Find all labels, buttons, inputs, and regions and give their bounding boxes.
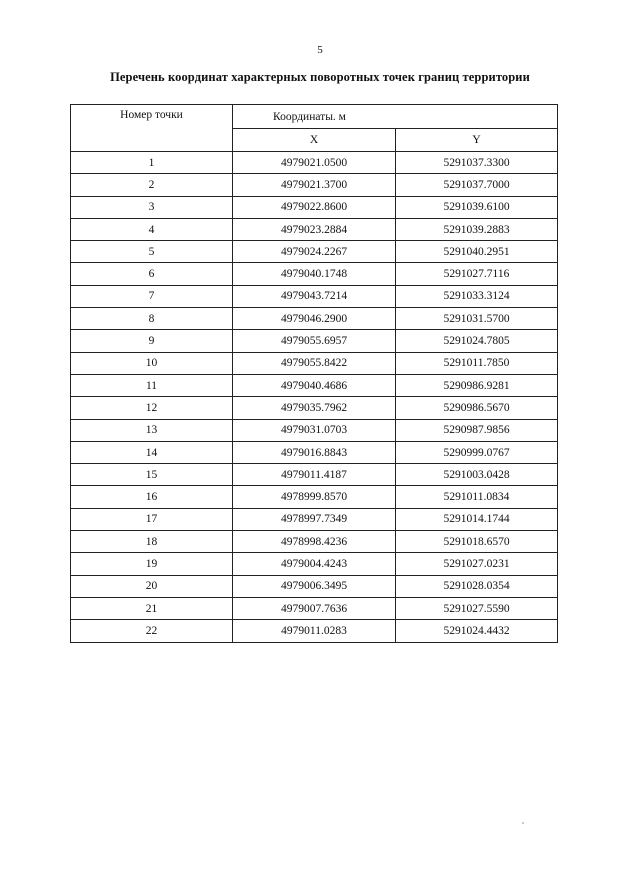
x-coordinate-cell: 4979022.8600 bbox=[233, 196, 396, 218]
point-number-cell: 9 bbox=[71, 330, 233, 352]
point-number-cell: 20 bbox=[71, 575, 233, 597]
x-coordinate-cell: 4979004.4243 bbox=[233, 553, 396, 575]
y-coordinate-cell: 5291014.1744 bbox=[396, 508, 558, 530]
point-number-cell: 11 bbox=[71, 374, 233, 396]
table-row bbox=[71, 441, 558, 463]
y-coordinate-cell: 5291027.7116 bbox=[396, 263, 558, 285]
point-number-cell: 12 bbox=[71, 397, 233, 419]
point-number-cell: 19 bbox=[71, 553, 233, 575]
point-number-cell: 2 bbox=[71, 174, 233, 196]
y-coordinate-cell: 5291040.2951 bbox=[396, 241, 558, 263]
coordinates-table bbox=[70, 104, 558, 643]
point-number-cell: 13 bbox=[71, 419, 233, 441]
x-coordinate-cell: 4979024.2267 bbox=[233, 241, 396, 263]
point-number-cell: 3 bbox=[71, 196, 233, 218]
x-coordinate-cell: 4979006.3495 bbox=[233, 575, 396, 597]
x-coordinate-cell: 4979040.4686 bbox=[233, 374, 396, 396]
y-coordinate-cell: 5290986.9281 bbox=[396, 374, 558, 396]
table-row bbox=[71, 508, 558, 530]
header-coordinates: Координаты. м bbox=[233, 105, 558, 129]
point-number-cell: 17 bbox=[71, 508, 233, 530]
x-coordinate-cell: 4979021.0500 bbox=[233, 152, 396, 174]
table-row bbox=[71, 196, 558, 218]
x-coordinate-cell: 4979040.1748 bbox=[233, 263, 396, 285]
table-row bbox=[71, 174, 558, 196]
point-number-cell: 1 bbox=[71, 152, 233, 174]
table-row bbox=[71, 374, 558, 396]
table-body bbox=[71, 152, 558, 643]
table-row bbox=[71, 308, 558, 330]
x-coordinate-cell: 4979011.4187 bbox=[233, 464, 396, 486]
page-number: 5 bbox=[317, 44, 323, 56]
y-coordinate-cell: 5291037.7000 bbox=[396, 174, 558, 196]
point-number-cell: 15 bbox=[71, 464, 233, 486]
x-coordinate-cell: 4979055.8422 bbox=[233, 352, 396, 374]
page-title: Перечень координат характерных поворотных точек границ территории bbox=[110, 70, 530, 84]
x-coordinate-cell: 4979046.2900 bbox=[233, 308, 396, 330]
y-coordinate-cell: 5291024.4432 bbox=[396, 620, 558, 642]
y-coordinate-cell: 5290986.5670 bbox=[396, 397, 558, 419]
point-number-cell: 4 bbox=[71, 218, 233, 240]
table-row bbox=[71, 241, 558, 263]
y-coordinate-cell: 5291011.0834 bbox=[396, 486, 558, 508]
x-coordinate-cell: 4979016.8843 bbox=[233, 441, 396, 463]
point-number-cell: 18 bbox=[71, 531, 233, 553]
y-coordinate-cell: 5291033.3124 bbox=[396, 285, 558, 307]
y-coordinate-cell: 5291037.3300 bbox=[396, 152, 558, 174]
y-coordinate-cell: 5291018.6570 bbox=[396, 531, 558, 553]
table-row bbox=[71, 553, 558, 575]
table-row bbox=[71, 464, 558, 486]
y-coordinate-cell: 5291024.7805 bbox=[396, 330, 558, 352]
x-coordinate-cell: 4979021.3700 bbox=[233, 174, 396, 196]
point-number-cell: 8 bbox=[71, 308, 233, 330]
x-coordinate-cell: 4979031.0703 bbox=[233, 419, 396, 441]
table-row bbox=[71, 152, 558, 174]
x-coordinate-cell: 4979035.7962 bbox=[233, 397, 396, 419]
y-coordinate-cell: 5291039.6100 bbox=[396, 196, 558, 218]
table-row bbox=[71, 263, 558, 285]
x-coordinate-cell: 4978997.7349 bbox=[233, 508, 396, 530]
y-coordinate-cell: 5291027.5590 bbox=[396, 597, 558, 619]
table-row bbox=[71, 486, 558, 508]
table-row bbox=[71, 620, 558, 642]
y-coordinate-cell: 5291039.2883 bbox=[396, 218, 558, 240]
point-number-cell: 21 bbox=[71, 597, 233, 619]
x-coordinate-cell: 4978999.8570 bbox=[233, 486, 396, 508]
header-point-number: Номер точки bbox=[71, 105, 233, 152]
point-number-cell: 10 bbox=[71, 352, 233, 374]
point-number-cell: 14 bbox=[71, 441, 233, 463]
table-row bbox=[71, 531, 558, 553]
table-row bbox=[71, 397, 558, 419]
table-row bbox=[71, 575, 558, 597]
point-number-cell: 6 bbox=[71, 263, 233, 285]
y-coordinate-cell: 5291003.0428 bbox=[396, 464, 558, 486]
table-row bbox=[71, 218, 558, 240]
table-row bbox=[71, 352, 558, 374]
table-row bbox=[71, 597, 558, 619]
table-row bbox=[71, 285, 558, 307]
x-coordinate-cell: 4979007.7636 bbox=[233, 597, 396, 619]
x-coordinate-cell: 4979043.7214 bbox=[233, 285, 396, 307]
y-coordinate-cell: 5291011.7850 bbox=[396, 352, 558, 374]
x-coordinate-cell: 4978998.4236 bbox=[233, 531, 396, 553]
header-x: X bbox=[233, 129, 396, 152]
point-number-cell: 7 bbox=[71, 285, 233, 307]
table-row bbox=[71, 419, 558, 441]
point-number-cell: 22 bbox=[71, 620, 233, 642]
x-coordinate-cell: 4979023.2884 bbox=[233, 218, 396, 240]
header-y: Y bbox=[396, 129, 558, 152]
y-coordinate-cell: 5291028.0354 bbox=[396, 575, 558, 597]
x-coordinate-cell: 4979055.6957 bbox=[233, 330, 396, 352]
y-coordinate-cell: 5290999.0767 bbox=[396, 441, 558, 463]
x-coordinate-cell: 4979011.0283 bbox=[233, 620, 396, 642]
point-number-cell: 16 bbox=[71, 486, 233, 508]
y-coordinate-cell: 5290987.9856 bbox=[396, 419, 558, 441]
scan-speck bbox=[522, 822, 524, 824]
y-coordinate-cell: 5291027.0231 bbox=[396, 553, 558, 575]
y-coordinate-cell: 5291031.5700 bbox=[396, 308, 558, 330]
point-number-cell: 5 bbox=[71, 241, 233, 263]
table-row bbox=[71, 330, 558, 352]
